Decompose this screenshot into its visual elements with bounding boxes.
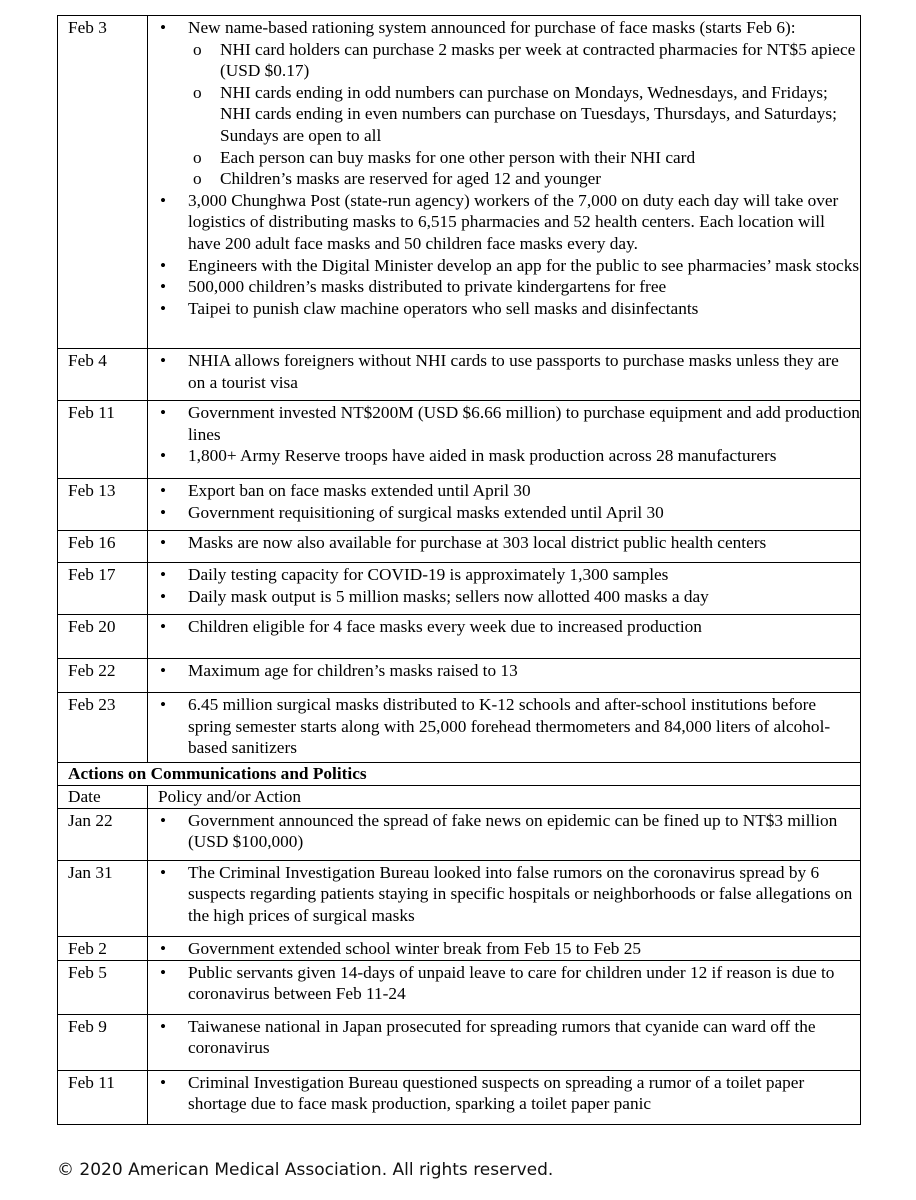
table-row — [58, 615, 861, 659]
action-item — [158, 862, 860, 927]
row-date: Feb 13 — [58, 479, 148, 531]
action-text: Engineers with the Digital Minister develop an app for the public to see pharmacies’ mask stocks — [188, 255, 860, 275]
action-item — [158, 962, 860, 1005]
action-item — [158, 350, 860, 393]
row-date: Jan 22 — [58, 808, 148, 860]
action-text: 1,800+ Army Reserve troops have aided in mask production across 28 manufacturers — [188, 446, 777, 466]
sub-bullet-icon: o — [193, 39, 202, 59]
bullet-icon: • — [160, 862, 167, 882]
bullet-icon: • — [160, 298, 167, 318]
action-list — [158, 862, 860, 927]
action-list — [158, 616, 860, 638]
row-actions — [148, 693, 861, 763]
action-list — [158, 1072, 860, 1115]
row-date: Jan 31 — [58, 860, 148, 936]
bullet-icon: • — [160, 938, 167, 958]
table-row — [58, 960, 861, 1014]
sub-bullet-icon: o — [193, 147, 202, 167]
action-item — [158, 1016, 860, 1059]
bullet-icon: • — [160, 446, 167, 466]
action-text: Masks are now also available for purchase at 303 local district public health centers — [188, 533, 767, 552]
bullet-icon: • — [160, 565, 167, 584]
bullet-icon: • — [160, 277, 167, 297]
action-item — [158, 190, 860, 255]
table-row — [58, 936, 861, 960]
row-actions — [148, 16, 861, 349]
action-item — [158, 402, 860, 445]
sub-bullet-icon: o — [193, 82, 202, 102]
bullet-icon: • — [160, 481, 167, 500]
row-actions — [148, 349, 861, 401]
action-text: Government announced the spread of fake news on epidemic can be fined up to NT$3 million (USD $100,000) — [188, 810, 838, 852]
row-actions — [148, 960, 861, 1014]
table-row — [58, 693, 861, 763]
action-item — [158, 298, 860, 320]
action-text: 6.45 million surgical masks distributed to K-12 schools and after-school institutions before spring semester starts along with 25,000 forehead thermometers and 84,000 liters of alcohol-based sanitizers — [188, 695, 831, 758]
section-title: Actions on Communications and Politics — [58, 763, 861, 786]
action-item — [158, 445, 860, 467]
sub-action-item — [158, 82, 860, 147]
row-actions — [148, 936, 861, 960]
row-actions — [148, 659, 861, 693]
column-header-row — [58, 786, 861, 809]
action-list — [158, 480, 860, 523]
table-row — [58, 349, 861, 401]
sub-action-item — [158, 168, 860, 190]
column-header-policy: Policy and/or Action — [148, 786, 861, 809]
bullet-icon: • — [160, 533, 167, 552]
table-row — [58, 659, 861, 693]
table-row — [58, 16, 861, 349]
copyright-footer: © 2020 American Medical Association. All rights reserved. — [57, 1160, 554, 1180]
bullet-icon: • — [160, 661, 167, 680]
policy-table — [57, 15, 861, 1125]
table-row — [58, 808, 861, 860]
action-list — [158, 660, 860, 682]
action-item — [158, 480, 860, 502]
action-text: Government invested NT$200M (USD $6.66 million) to purchase equipment and add production lines — [188, 403, 860, 444]
action-item — [158, 660, 860, 682]
bullet-icon: • — [160, 1016, 167, 1036]
action-item — [158, 532, 860, 554]
row-date: Feb 11 — [58, 401, 148, 479]
action-item — [158, 276, 860, 298]
bullet-icon: • — [160, 1072, 167, 1092]
row-date: Feb 9 — [58, 1014, 148, 1070]
bullet-icon: • — [160, 695, 167, 714]
action-text: Public servants given 14-days of unpaid leave to care for children under 12 if reason is due to coronavirus between Feb 11-24 — [188, 962, 835, 1004]
row-date: Feb 17 — [58, 563, 148, 615]
action-text: The Criminal Investigation Bureau looked into false rumors on the coronavirus spread by 6 suspects regarding patients staying in specific hospitals or neighborhoods or false allegations on the high prices of surgical masks — [188, 862, 853, 925]
action-item — [158, 564, 860, 586]
column-header-date: Date — [58, 786, 148, 809]
bullet-icon: • — [160, 586, 167, 606]
action-list — [158, 564, 860, 607]
action-list — [158, 402, 860, 467]
row-actions — [148, 1070, 861, 1124]
action-text: Maximum age for children’s masks raised to 13 — [188, 661, 518, 680]
row-actions — [148, 615, 861, 659]
table-row — [58, 1014, 861, 1070]
action-text: Daily mask output is 5 million masks; sellers now allotted 400 masks a day — [188, 586, 709, 606]
action-text: Government extended school winter break from Feb 15 to Feb 25 — [188, 938, 642, 958]
action-item — [158, 810, 860, 853]
row-actions — [148, 860, 861, 936]
bullet-icon: • — [160, 403, 167, 422]
row-actions — [148, 479, 861, 531]
table-row — [58, 531, 861, 563]
action-list — [158, 938, 860, 960]
action-item — [158, 938, 860, 960]
action-list — [158, 962, 860, 1005]
action-list — [158, 532, 860, 554]
row-date: Feb 5 — [58, 960, 148, 1014]
action-text: Criminal Investigation Bureau questioned suspects on spreading a rumor of a toilet paper shortage due to face mask production, sparking a toilet paper panic — [188, 1072, 805, 1114]
row-actions — [148, 1014, 861, 1070]
sub-action-text: Each person can buy masks for one other person with their NHI card — [220, 147, 696, 167]
action-text: Daily testing capacity for COVID-19 is approximately 1,300 samples — [188, 565, 669, 584]
section-header-row — [58, 763, 861, 786]
row-date: Feb 4 — [58, 349, 148, 401]
action-list — [158, 350, 860, 393]
action-text: Export ban on face masks extended until April 30 — [188, 481, 531, 500]
action-text: Taiwanese national in Japan prosecuted for spreading rumors that cyanide can ward off the coronavirus — [188, 1016, 816, 1058]
action-text: 3,000 Chunghwa Post (state-run agency) workers of the 7,000 on duty each day will take over logistics of distributing masks to 6,515 pharmacies and 52 health centers. Each location will have 200 adult face masks and 50 children face masks every day. — [188, 190, 839, 253]
action-list — [158, 1016, 860, 1059]
row-date: Feb 22 — [58, 659, 148, 693]
sub-action-text: NHI card holders can purchase 2 masks per week at contracted pharmacies for NT$5 apiece (USD $0.17) — [220, 39, 856, 81]
row-date: Feb 16 — [58, 531, 148, 563]
sub-action-item — [158, 39, 860, 82]
row-date: Feb 20 — [58, 615, 148, 659]
action-item — [158, 586, 860, 608]
row-date: Feb 3 — [58, 16, 148, 349]
row-date: Feb 2 — [58, 936, 148, 960]
table-row — [58, 401, 861, 479]
table-row — [58, 860, 861, 936]
action-text: Government requisitioning of surgical masks extended until April 30 — [188, 502, 664, 522]
action-item — [158, 1072, 860, 1115]
row-actions — [148, 401, 861, 479]
action-text: Taipei to punish claw machine operators who sell masks and disinfectants — [188, 298, 699, 318]
action-list — [158, 694, 860, 759]
table-row — [58, 1070, 861, 1124]
bullet-icon: • — [160, 617, 167, 636]
sub-action-text: NHI cards ending in odd numbers can purchase on Mondays, Wednesdays, and Fridays; NHI cards ending in even numbers can purchase on Tuesdays, Thursdays, and Saturdays; Sundays are open to all — [220, 82, 837, 145]
action-text: NHIA allows foreigners without NHI cards to use passports to purchase masks unless they are on a tourist visa — [188, 351, 839, 392]
sub-action-item — [158, 147, 860, 169]
bullet-icon: • — [160, 962, 167, 982]
sub-bullet-icon: o — [193, 169, 202, 189]
row-actions — [148, 808, 861, 860]
row-date: Feb 11 — [58, 1070, 148, 1124]
action-text: New name-based rationing system announced for purchase of face masks (starts Feb 6): — [188, 18, 796, 37]
action-list — [158, 17, 860, 319]
action-item — [158, 694, 860, 759]
action-list — [158, 810, 860, 853]
row-date: Feb 23 — [58, 693, 148, 763]
action-item — [158, 616, 860, 638]
action-text: 500,000 children’s masks distributed to private kindergartens for free — [188, 277, 667, 297]
table-row — [58, 479, 861, 531]
bullet-icon: • — [160, 351, 167, 370]
bullet-icon: • — [160, 502, 167, 522]
sub-action-text: Children’s masks are reserved for aged 12 and younger — [220, 169, 602, 189]
bullet-icon: • — [160, 190, 167, 210]
table-row — [58, 563, 861, 615]
bullet-icon: • — [160, 18, 167, 37]
bullet-icon: • — [160, 255, 167, 275]
bullet-icon: • — [160, 810, 167, 830]
action-item — [158, 502, 860, 524]
action-item — [158, 17, 860, 39]
row-actions — [148, 563, 861, 615]
action-text: Children eligible for 4 face masks every week due to increased production — [188, 617, 702, 636]
row-actions — [148, 531, 861, 563]
action-item — [158, 255, 860, 277]
